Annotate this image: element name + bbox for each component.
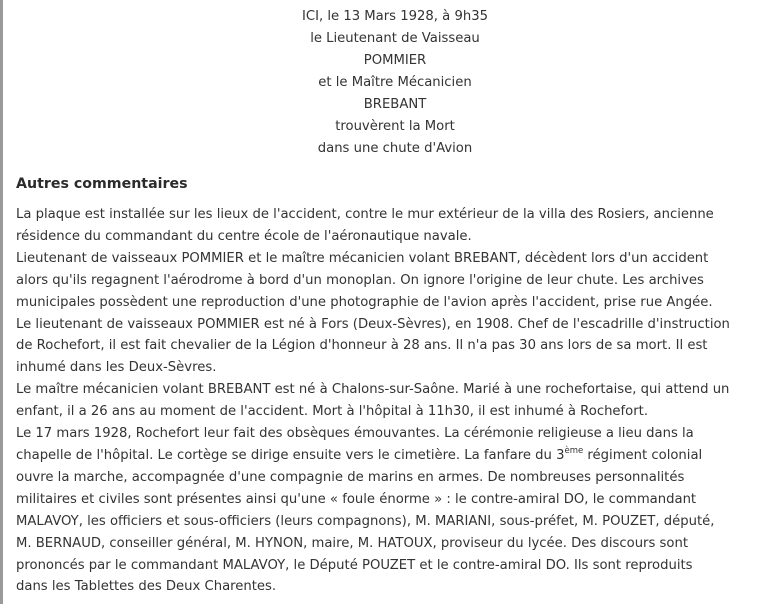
comment-line: militaires et civiles sont présentes ainsi qu'une « foule énorme » : le contre-amiral DO, le commandant	[16, 491, 697, 507]
section-heading: Autres commentaires	[16, 176, 188, 192]
comment-line: ouvre la marche, accompagnée d'une compagnie de marins en armes. De nombreuses personnalités	[16, 469, 685, 485]
comment-line: inhumé dans les Deux-Sèvres.	[16, 360, 217, 376]
comment-line: Lieutenant de vaisseaux POMMIER et le maître mécanicien volant BREBANT, décèdent lors d'un accident	[16, 250, 709, 266]
inscription-line: BREBANT	[363, 97, 427, 112]
inscription-line: trouvèrent la Mort	[335, 119, 455, 134]
comment-line: de Rochefort, il est fait chevalier de la Légion d'honneur à 28 ans. Il n'a pas 30 ans lors de sa mort. Il est	[16, 338, 708, 354]
comment-text: régiment colonial	[583, 447, 703, 463]
inscription-line: et le Maître Mécanicien	[318, 75, 472, 90]
comment-line-regiment	[16, 445, 776, 467]
inscription-line: dans une chute d'Avion	[317, 141, 473, 156]
comment-line: Le 17 mars 1928, Rochefort leur fait des obsèques émouvantes. La cérémonie religieuse a lieu dans la	[16, 426, 694, 442]
comments-body	[16, 204, 776, 598]
comment-text: chapelle de l'hôpital. Le cortège se dirige ensuite vers le cimetière. La fanfare du 3	[16, 447, 565, 463]
comment-line: prononcés par le commandant MALAVOY, le Député POUZET et le contre-amiral DO. Ils sont reproduits	[16, 557, 693, 573]
comment-line: enfant, il a 26 ans au moment de l'accident. Mort à l'hôpital à 11h30, il est inhumé à Rochefort.	[16, 404, 649, 420]
comment-line: La plaque est installée sur les lieux de l'accident, contre le mur extérieur de la villa des Rosiers, ancienne	[16, 207, 714, 222]
comment-line: MALAVOY, les officiers et sous-officiers (leurs compagnons), M. MARIANI, sous-préfet, M. POUZET, député,	[16, 513, 715, 529]
ordinal-superscript: ème	[564, 445, 584, 456]
comment-line: Le maître mécanicien volant BREBANT est né à Chalons-sur-Saône. Marié à une rochefortaise, qui attend un	[16, 382, 730, 398]
plaque-inscription	[0, 6, 778, 160]
comment-line: alors qu'ils regagnent l'aérodrome à bord d'un monoplan. On ignore l'origine de leur chute. Les archives	[16, 272, 704, 288]
comment-line: M. BERNAUD, conseiller général, M. HYNON, maire, M. HATOUX, proviseur du lycée. Des discours sont	[16, 535, 689, 551]
inscription-line: POMMIER	[363, 53, 427, 68]
comment-line: dans les Tablettes des Deux Charentes.	[16, 579, 277, 595]
inscription-line: le Lieutenant de Vaisseau	[310, 31, 480, 46]
comment-line: Le lieutenant de vaisseaux POMMIER est né à Fors (Deux-Sèvres), en 1908. Chef de l'escadrille d'instruction	[16, 316, 730, 332]
comment-line: résidence du commandant du centre école de l'aéronautique navale.	[16, 228, 472, 244]
comment-line: municipales possèdent une reproduction d'une photographie de l'avion après l'accident, prise rue Angée.	[16, 294, 713, 310]
inscription-line: ICI, le 13 Mars 1928, à 9h35	[301, 9, 488, 24]
